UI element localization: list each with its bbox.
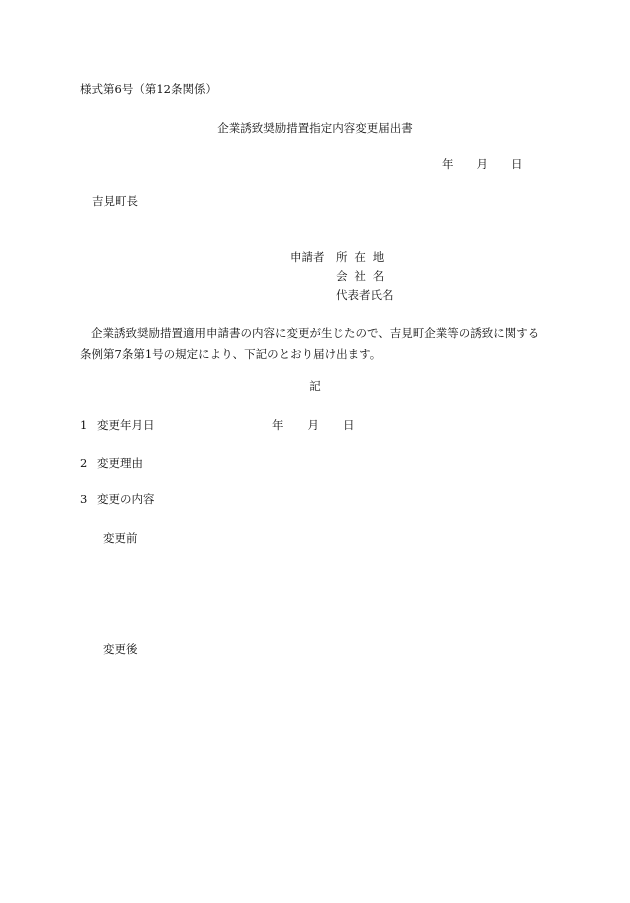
item-label: 変更理由 [97, 456, 143, 470]
applicant-representative-label: 代表者氏名 [336, 288, 394, 302]
item-number: 1 [80, 418, 88, 432]
body-paragraph-text: 企業誘致奨励措置適用申請書の内容に変更が生じたので、吉見町企業等の誘致に関する条例第7条第1号の規定により、下記のとおり届け出ます。 [80, 326, 540, 361]
document-title: 企業誘致奨励措置指定内容変更届出書 [217, 121, 413, 135]
date-month: 月 [476, 157, 488, 171]
item-change-date [80, 418, 155, 432]
item-number: 2 [80, 456, 88, 470]
date-year: 年 [442, 157, 454, 171]
item-number: 3 [80, 492, 88, 506]
change-date-month: 月 [307, 418, 319, 432]
item-label: 変更の内容 [97, 492, 155, 506]
applicant-label: 申請者 [290, 250, 325, 264]
addressee: 吉見町長 [92, 194, 138, 208]
applicant-company-label: 会社名 [336, 269, 392, 283]
item-change-reason [80, 456, 143, 470]
before-change-label: 変更前 [103, 531, 138, 545]
change-date-day: 日 [343, 418, 355, 432]
ki-heading: 記 [309, 379, 321, 393]
body-paragraph [80, 323, 550, 365]
form-number: 様式第6号（第12条関係） [80, 82, 217, 96]
change-date-year: 年 [272, 418, 284, 432]
after-change-label: 変更後 [103, 642, 138, 656]
item-change-content [80, 492, 155, 506]
applicant-address-label: 所在地 [336, 250, 392, 264]
submission-date [442, 157, 523, 171]
date-day: 日 [511, 157, 523, 171]
item-label: 変更年月日 [97, 418, 155, 432]
change-date-fields [272, 418, 355, 432]
